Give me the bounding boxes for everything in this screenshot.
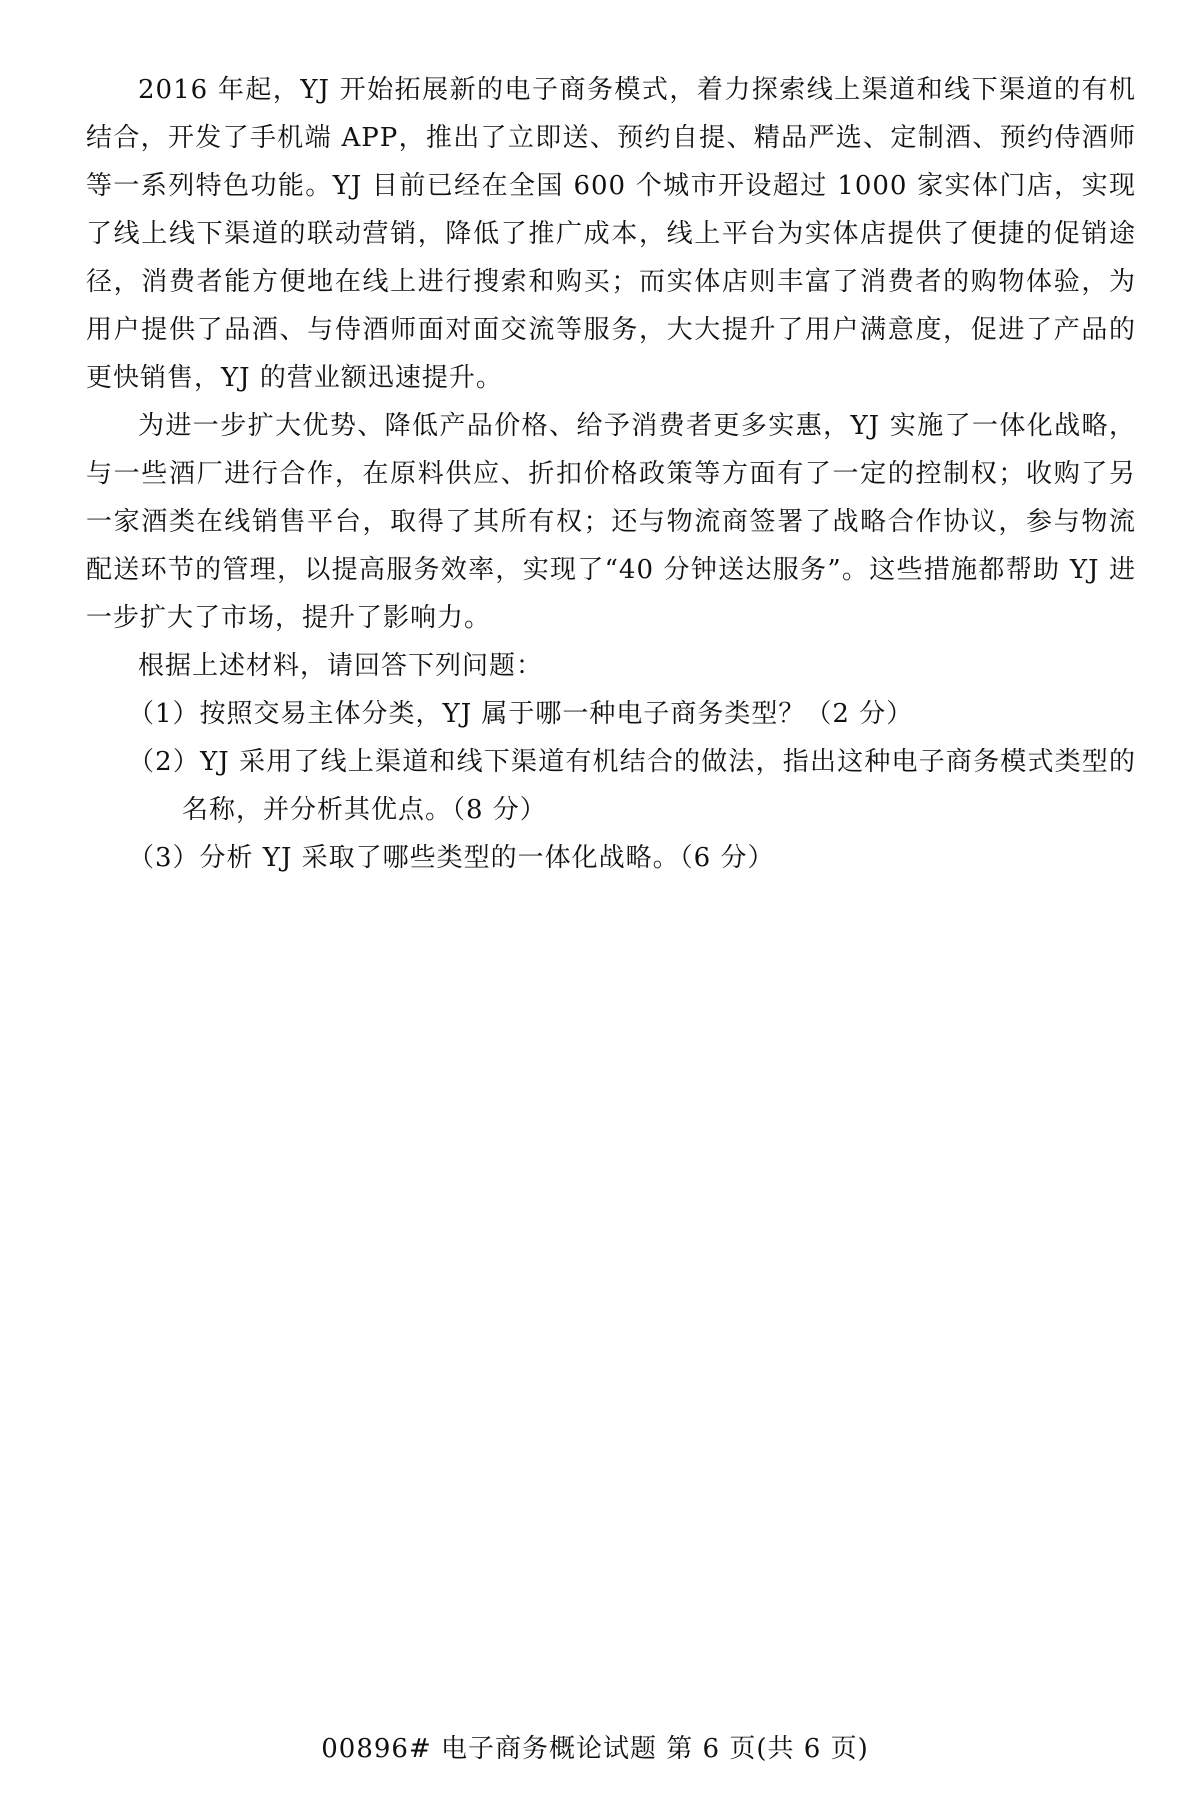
question-3: （3）分析 YJ 采取了哪些类型的一体化战略。（6 分） <box>128 843 775 873</box>
question-intro: 根据上述材料，请回答下列问题： <box>138 651 544 681</box>
question-1: （1）按照交易主体分类，YJ 属于哪一种电子商务类型？（2 分） <box>128 699 914 729</box>
question-2: （2）YJ 采用了线上渠道和线下渠道有机结合的做法，指出这种电子商务模式类型的名称，并分析其优点。（8 分） <box>128 747 1136 825</box>
case-content <box>86 66 1136 882</box>
case-paragraph-2: 为进一步扩大优势、降低产品价格、给予消费者更多实惠，YJ 实施了一体化战略，与一些酒厂进行合作，在原料供应、折扣价格政策等方面有了一定的控制权；收购了另一家酒类在线销售平台，取得了其所有权；还与物流商签署了战略合作协议，参与物流配送环节的管理，以提高服务效率，实现了“40 分钟送达服务”。这些措施都帮助 YJ 进一步扩大了市场，提升了影响力。 <box>86 411 1136 633</box>
page-footer: 00896# 电子商务概论试题 第 6 页(共 6 页) <box>321 1734 869 1764</box>
case-paragraph-1: 2016 年起，YJ 开始拓展新的电子商务模式，着力探索线上渠道和线下渠道的有机结合，开发了手机端 APP，推出了立即送、预约自提、精品严选、定制酒、预约侍酒师等一系列特色功能。YJ 目前已经在全国 600 个城市开设超过 1000 家实体门店，实现了线上线下渠道的联动营销，降低了推广成本，线上平台为实体店提供了便捷的促销途径，消费者能方便地在线上进行搜索和购买；而实体店则丰富了消费者的购物体验，为用户提供了品酒、与侍酒师面对面交流等服务，大大提升了用户满意度，促进了产品的更快销售，YJ 的营业额迅速提升。 <box>86 75 1136 393</box>
